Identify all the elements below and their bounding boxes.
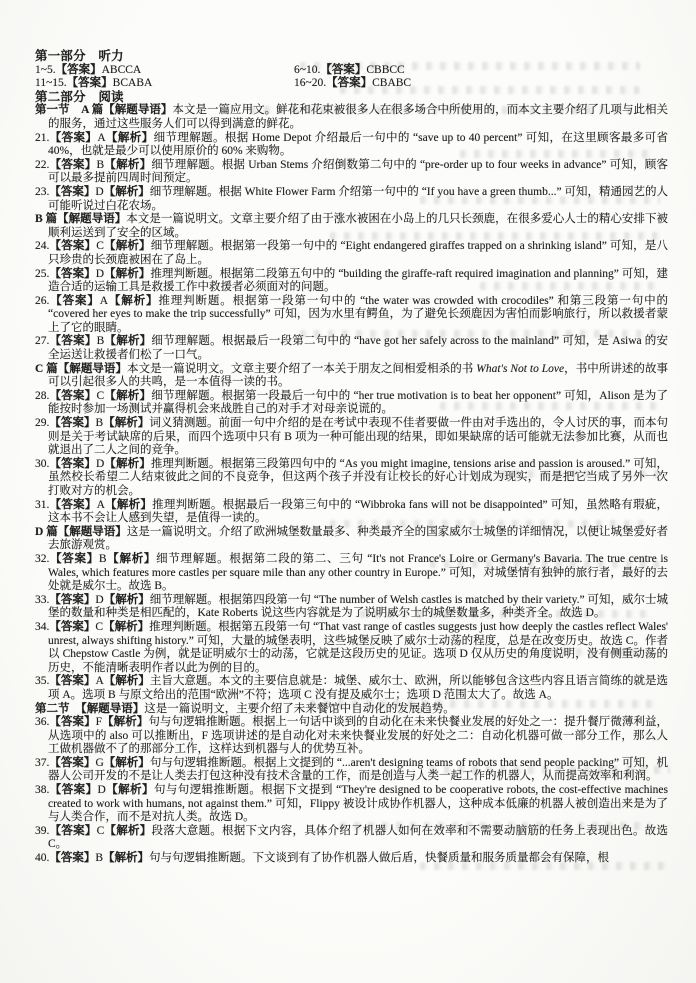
answers-column: [35, 64, 294, 78]
guide-label: 【解题导语】: [57, 362, 128, 375]
answer-label: 【答案】: [49, 417, 96, 430]
listening-answers-row-1: [35, 64, 668, 78]
answer-letter: B: [95, 417, 104, 430]
analysis-text: 细节理解题。根据最后一段第二句中的 “have got her safely across to the mainland” 可知，是 Asiwa 的安全运送让救援者们松了一口气。: [48, 335, 669, 362]
analysis-label: 【解析】: [104, 498, 153, 511]
analysis-text: 推理判断题。根据第五段第一句 “That vast range of castles suggests just how deeply the castles reflect Wales' unrest, always shifting history.” 可知，大量的城堡表明，这些城堡反映了威尔士动荡的程度，总是在改变历史。故选 C。作者以 Chepstow Castle 为例，就是证明威尔士的动荡，它就是这段历史的见证。选项 D 仅从历史的角度说明，没有侧重动荡的历史，不能清晰表明作者以此为例的目的。: [48, 620, 669, 674]
item-36: [35, 716, 668, 757]
guide-label: 【解题导语】: [103, 104, 173, 117]
item-number: 28.: [35, 389, 50, 402]
answer-label: 【答案】: [49, 716, 96, 729]
part1-heading: [35, 50, 668, 64]
item-number: 33.: [35, 593, 50, 606]
passage-label: A 篇: [69, 104, 104, 117]
item-number: B 篇: [35, 213, 58, 226]
book-title: What's Not to Love: [476, 362, 565, 375]
item-number: 35.: [35, 675, 50, 688]
answer-letter: G: [95, 756, 104, 769]
analysis-label: 【解析】: [104, 389, 152, 402]
item-28: [35, 390, 668, 417]
item-number: 36.: [35, 716, 50, 729]
item-31: [35, 499, 668, 526]
part2-heading: [35, 91, 668, 105]
analysis-text: 句与句逻辑推断题。根据下文提到 “They're designed to be cooperative robots, the cost-effective machines created to work with humans, not against them.” 可知，Flippy 被设计成协作机器人，这种成本低廉的机器人被创造出来是为了与人类合作，而不是对抗人类。故选 D。: [48, 784, 668, 824]
answers-column: [35, 77, 294, 91]
answer-label: 【答案】: [49, 552, 99, 565]
section2-intro: [35, 703, 668, 717]
item-35: [35, 675, 668, 702]
answer-label: 【答案】: [49, 620, 96, 633]
analysis-label: 【解析】: [103, 417, 150, 430]
item-number: 39.: [35, 824, 50, 837]
analysis-label: 【解析】: [104, 457, 151, 470]
answer-letter: D: [95, 457, 105, 470]
range-label: 6~10.: [294, 63, 321, 76]
answer-letters: CBABC: [372, 77, 412, 90]
analysis-label: 【解析】: [108, 294, 159, 307]
answer-letter: C: [96, 389, 105, 402]
answer-letter: A: [99, 294, 109, 307]
item-40: [35, 852, 668, 866]
item-23: [35, 186, 668, 213]
guide-label: 【解题导语】: [81, 702, 145, 715]
analysis-text: 细节理解题。根据第一段最后一句中的 “her true motivation is to beat her opponent” 可知，Alison 是为了能按时参加一场测试并赢得机会来战胜自己的对手才对母亲说谎的。: [48, 389, 668, 416]
analysis-text: 句与句逻辑推断题。下文谈到有了协作机器人做后盾，快餐质量和服务质量都会有保障，根: [149, 852, 610, 865]
item-27: [35, 335, 668, 362]
item-39: [35, 825, 668, 852]
item-24: [35, 240, 668, 267]
analysis-text: 细节理解题。根据第四段第一句 “The number of Welsh castles is matched by their variety.” 可知，威尔士城堡的数量和种类是相匹配的，Kate Roberts 说这些内容就是为了说明威尔士的城堡数量多，种类齐全。故选 D。: [48, 593, 669, 620]
answer-label: 【答案】: [49, 335, 97, 348]
answer-label: 【答案】: [49, 756, 96, 769]
answer-label: 【答案】: [326, 77, 373, 90]
answers-column: [294, 64, 405, 78]
item-25: [35, 268, 668, 295]
answer-letter: A: [96, 498, 105, 511]
item-number: 26.: [35, 294, 50, 307]
answer-letter: A: [95, 675, 104, 688]
answer-letters: BCABA: [112, 77, 153, 90]
guide-label: 【解题导语】: [57, 525, 127, 538]
item-number: 37.: [35, 756, 50, 769]
item-number: 30.: [35, 457, 50, 470]
analysis-text: 推理判断题。根据第二段第五句中的 “building the giraffe-raft required imagination and planning” 可知，建造合适的运输工具是救援工作中救援者必须面对的问题。: [48, 267, 668, 294]
answer-label: 【答案】: [320, 63, 367, 76]
answer-label: 【答案】: [49, 824, 97, 837]
item-number: 第一节: [35, 104, 70, 117]
analysis-text: 句与句逻辑推断题。根据上文提到的 “...aren't designing teams of robots that send people packing” 可知，机器人公司开发的不是让人类去打包这种没有技术含量的工作，而是创造与人类一起工作的机器人，从而提高效率和利润。: [48, 756, 669, 783]
analysis-text: 细节理解题。根据第二段的第二、三句 “It's not France's Loire or Germany's Bavaria. The true centre is Wales, which features more castles per square mile than any other country in Europe.” 可知，对城堡情有独钟的旅行者，最好的去处就是威尔士。故选 B。: [48, 552, 669, 593]
guide-text: 这是一篇说明文。介绍了欧洲城堡数量最多、种类最齐全的国家威尔士城堡的详细情况，以便让城堡爱好者去旅游观赏。: [48, 525, 668, 552]
answer-label: 【答案】: [49, 498, 97, 511]
listening-answers-row-2: [35, 77, 668, 91]
item-32: [35, 553, 668, 594]
answer-letter: B: [96, 158, 105, 171]
answer-label: 【答案】: [49, 294, 100, 307]
guide-text: 这是一篇说明文，主要介绍了未来餐馆中自动化的发展趋势。: [144, 702, 455, 715]
answer-letter: C: [96, 824, 105, 837]
analysis-text: 段落大意题。根据下文内容，具体介绍了机器人如何在效率和不需要动脑筋的任务上表现出色。故选 C。: [48, 824, 669, 851]
item-number: D 篇: [35, 525, 58, 538]
item-number: 29.: [35, 417, 50, 430]
heading-text: 第一部分 听力: [35, 49, 124, 63]
answer-key-content: [35, 50, 668, 866]
range-label: 11~15.: [35, 77, 67, 90]
analysis-label: 【解析】: [102, 716, 149, 729]
analysis-label: 【解析】: [104, 267, 151, 280]
range-label: 1~5.: [35, 63, 56, 76]
item-number: C 篇: [35, 362, 58, 375]
analysis-label: 【解析】: [104, 158, 152, 171]
range-label: 16~20.: [294, 77, 327, 90]
analysis-label: 【解析】: [105, 784, 154, 797]
guide-label: 【解题导语】: [57, 213, 127, 226]
item-37: [35, 757, 668, 784]
answer-letter: B: [98, 552, 107, 565]
answer-label: 【答案】: [49, 185, 96, 198]
answer-label: 【答案】: [49, 457, 96, 470]
analysis-label: 【解析】: [105, 131, 154, 144]
item-number: 27.: [35, 335, 50, 348]
passage-b-intro: [35, 213, 668, 240]
answers-column: [294, 77, 411, 91]
answer-letter: F: [95, 716, 103, 729]
item-number: 第二节: [35, 702, 70, 715]
analysis-text: 词义猜测题。前面一句中介绍的是在考试中表现不佳者要做一件由对手选出的，令人讨厌的事，而本句则是关于考试缺席的后果，而四个选项中只有 B 项为一种可能出现的结果，即如果缺席的话可能就无法参加比赛，从而也就退出了二人之间的竞争。: [48, 417, 669, 457]
spacer: [70, 703, 82, 715]
analysis-text: 推理判断题。根据第一段第一句中的 “the water was crowded with crocodiles” 和第三段第一句中的 “covered her eyes to make the trip successfully” 可知，因为水里有鳄鱼，为了避免长颈鹿因为害怕而影响旅行，所以救援者蒙上了它的眼睛。: [48, 294, 668, 334]
answer-label: 【答案】: [49, 593, 96, 606]
answer-label: 【答案】: [49, 131, 98, 144]
answer-letter: C: [95, 620, 104, 633]
analysis-label: 【解析】: [106, 552, 157, 565]
guide-text: 本文是一篇应用文。鲜花和花束被很多人在很多场合中所使用的，而本文主要介绍了几项与此相关的服务，通过这些服务人们可以得到满意的鲜花。: [48, 104, 669, 130]
passage-d-intro: [35, 526, 668, 553]
item-number: 32.: [35, 552, 50, 565]
answer-letters: ABCCA: [101, 63, 142, 76]
item-22: [35, 159, 668, 186]
analysis-label: 【解析】: [103, 593, 150, 606]
analysis-label: 【解析】: [104, 335, 152, 348]
answer-letter: D: [95, 593, 104, 606]
passage-c-intro: [35, 363, 668, 390]
item-29: [35, 417, 668, 458]
answer-letter: D: [95, 185, 104, 198]
item-number: 40.: [35, 852, 50, 865]
item-number: 21.: [35, 131, 50, 144]
answer-label: 【答案】: [49, 267, 96, 280]
analysis-text: 推理判断题。根据最后一段第三句中的 “Wibbroka fans will not be disappointed” 可知，虽然略有瑕疵，这本书不会让人感到失望，是值得一读的。: [48, 498, 668, 525]
analysis-text: 细节理解题。根据第一段第一句中的 “Eight endangered giraffes trapped on a shrinking island” 可知，是八只珍贵的长颈鹿被困在了岛上。: [48, 240, 669, 266]
passage-a-intro: [35, 104, 668, 131]
analysis-label: 【解析】: [103, 240, 151, 253]
answer-letters: CBBCC: [366, 63, 405, 76]
item-33: [35, 594, 668, 621]
item-number: 22.: [35, 158, 50, 171]
item-21: [35, 132, 668, 159]
answer-label: 【答案】: [49, 675, 96, 688]
answer-letter: C: [96, 240, 104, 253]
item-number: 23.: [35, 185, 50, 198]
item-number: 31.: [35, 498, 50, 511]
answer-label: 【答案】: [49, 389, 97, 402]
item-number: 34.: [35, 620, 50, 633]
analysis-text: 句与句逻辑推断题。根据上一句话中谈到的自动化在未来快餐业发展的好处之一：提升餐厅微薄利益，从选项中的 also 可以推断出，F 选项讲述的是自动化对未来快餐业发展的好处之二：自动化机器可做一部分工作，那么人工做机器做不了的那部分工作，这样达到机器与人的优势互补。: [48, 716, 669, 756]
item-30: [35, 458, 668, 499]
analysis-text: 细节理解题。根据 Home Depot 介绍最后一句中的 “save up to 40 percent” 可知，在这里顾客最多可省 40%，也就是最少可以使用原价的 60% 来购物。: [48, 131, 668, 158]
guide-text-2: ，书中所讲述的故事可以引起很多人的共鸣，是一本值得一读的书。: [48, 362, 669, 389]
answer-label: 【答案】: [49, 784, 98, 797]
guide-text: 本文是一篇说明文。文章主要介绍了一本关于朋友之间相爱相杀的书: [127, 362, 477, 375]
item-26: [35, 295, 668, 336]
analysis-label: 【解析】: [103, 756, 150, 769]
answer-label: 【答案】: [49, 158, 97, 171]
item-34: [35, 621, 668, 675]
answer-letter: B: [95, 852, 104, 865]
analysis-label: 【解析】: [104, 824, 152, 837]
analysis-text: 推理判断题。根据第三段第四句中的 “As you might imagine, tensions arise and passion is aroused.” 可知，虽然校长希望二人结束彼此之间的不良竞争，但这两个孩子并没有让校长的好心计划成为现实，而是把它当成了另外一次打败对方的机会。: [48, 457, 668, 497]
answer-letter: D: [95, 267, 105, 280]
answer-label: 【答案】: [49, 852, 96, 865]
analysis-text: 细节理解题。根据 White Flower Farm 介绍第一句中的 “If you have a green thumb...” 可知，精通园艺的人可能听说过白花农场。: [48, 185, 669, 212]
answer-letter: B: [96, 335, 105, 348]
analysis-label: 【解析】: [103, 620, 150, 633]
answer-letter: A: [97, 131, 106, 144]
answer-letter: D: [97, 784, 106, 797]
heading-text: 第二部分 阅读: [35, 89, 124, 104]
analysis-label: 【解析】: [103, 675, 150, 688]
analysis-label: 【解析】: [103, 185, 150, 198]
guide-text: 本文是一篇说明文。文章主要介绍了由于涨水被困在小岛上的几只长颈鹿，在很多爱心人士的精心安排下被顺利运送到了安全的区域。: [48, 213, 669, 239]
item-number: 38.: [35, 784, 50, 797]
item-38: [35, 784, 668, 825]
answer-label: 【答案】: [55, 63, 102, 76]
analysis-text: 细节理解题。根据 Urban Stems 介绍倒数第二句中的 “pre-order up to four weeks in advance” 可知，顾客可以最多提前四周时间预定。: [48, 158, 669, 185]
answer-label: 【答案】: [66, 77, 113, 90]
analysis-text: 主旨大意题。本文的主要信息就是：城堡、威尔士、欧洲，所以能够包含这些内容且语言简练的就是选项 A。选项 B 与原文给出的范围“欧洲”不符；选项 C 没有提及威尔士；选项 D 范围太大了。故选 A。: [48, 675, 669, 701]
item-number: 24.: [35, 240, 50, 253]
answer-label: 【答案】: [49, 240, 97, 253]
analysis-label: 【解析】: [103, 852, 150, 865]
item-number: 25.: [35, 267, 50, 280]
